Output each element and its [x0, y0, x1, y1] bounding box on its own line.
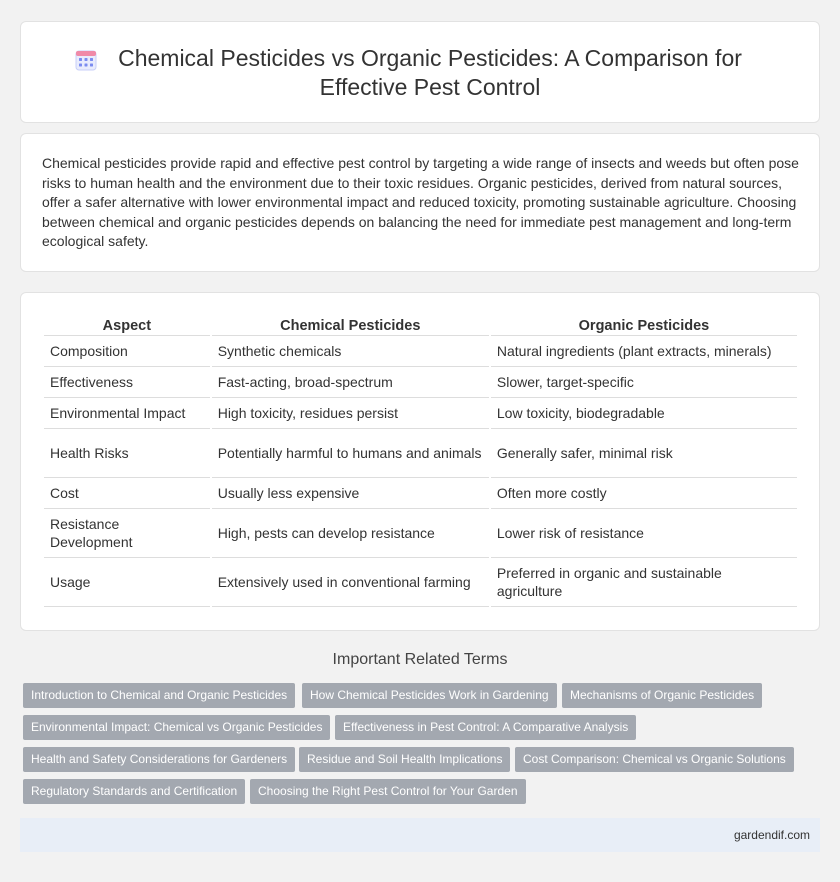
related-term-link[interactable]: Mechanisms of Organic Pesticides — [562, 683, 762, 708]
title-card — [20, 21, 820, 123]
cell-chemical: Fast-acting, broad-spectrum — [212, 367, 489, 398]
related-term-link[interactable]: Cost Comparison: Chemical vs Organic Solutions — [515, 747, 794, 772]
table-row — [44, 398, 797, 429]
cell-chemical: High, pests can develop resistance — [212, 509, 489, 558]
related-term-link[interactable]: Effectiveness in Pest Control: A Comparative Analysis — [335, 715, 636, 740]
table-row — [44, 336, 797, 367]
cell-aspect: Cost — [44, 478, 210, 509]
related-term-link[interactable]: Health and Safety Considerations for Gardeners — [23, 747, 295, 772]
related-term-link[interactable]: Environmental Impact: Chemical vs Organic Pesticides — [23, 715, 330, 740]
related-term-link[interactable]: Choosing the Right Pest Control for Your Garden — [250, 779, 526, 804]
cell-organic: Natural ingredients (plant extracts, minerals) — [491, 336, 797, 367]
table-row — [44, 509, 797, 558]
cell-aspect: Usage — [44, 558, 210, 607]
cell-aspect: Composition — [44, 336, 210, 367]
cell-aspect: Effectiveness — [44, 367, 210, 398]
table-row — [44, 478, 797, 509]
cell-organic: Low toxicity, biodegradable — [491, 398, 797, 429]
table-header-row — [44, 316, 797, 336]
cell-organic: Lower risk of resistance — [491, 509, 797, 558]
intro-card — [20, 133, 820, 272]
cell-chemical: Potentially harmful to humans and animals — [212, 429, 489, 478]
header-aspect: Aspect — [44, 316, 210, 336]
cell-chemical: High toxicity, residues persist — [212, 398, 489, 429]
cell-organic: Slower, target-specific — [491, 367, 797, 398]
cell-organic: Often more costly — [491, 478, 797, 509]
footer-site-name: gardendif.com — [733, 828, 810, 842]
intro-paragraph: Chemical pesticides provide rapid and effective pest control by targeting a wide range of insects and weeds but often pose risks to human health and the environment due to their toxic residues. Organic pesticides, derived from natural sources, offer a safer alternative with lower environmental impact and reduced toxicity, promoting sustainable agriculture. Choosing between chemical and organic pesticides depends on balancing the need for immediate pest management and long-term ecological safety. — [42, 155, 799, 250]
footer — [20, 818, 820, 852]
comparison-table-card — [20, 292, 820, 631]
cell-chemical: Extensively used in conventional farming — [212, 558, 489, 607]
page-title: Chemical Pesticides vs Organic Pesticides: A Comparison for Effective Pest Control — [118, 45, 742, 100]
header-chemical: Chemical Pesticides — [212, 316, 489, 336]
related-term-link[interactable]: Regulatory Standards and Certification — [23, 779, 245, 804]
related-term-link[interactable]: How Chemical Pesticides Work in Gardening — [302, 683, 557, 708]
cell-aspect: Resistance Development — [44, 509, 210, 558]
related-terms-title: Important Related Terms — [332, 651, 508, 668]
related-term-link[interactable]: Residue and Soil Health Implications — [299, 747, 510, 772]
related-term-link[interactable]: Introduction to Chemical and Organic Pesticides — [23, 683, 295, 708]
header-organic: Organic Pesticides — [491, 316, 797, 336]
cell-organic: Preferred in organic and sustainable agriculture — [491, 558, 797, 607]
cell-aspect: Health Risks — [44, 429, 210, 478]
cell-chemical: Synthetic chemicals — [212, 336, 489, 367]
comparison-table — [42, 316, 799, 607]
table-row — [44, 429, 797, 478]
cell-chemical: Usually less expensive — [212, 478, 489, 509]
table-row — [44, 367, 797, 398]
table-row — [44, 558, 797, 607]
cell-organic: Generally safer, minimal risk — [491, 429, 797, 478]
cell-aspect: Environmental Impact — [44, 398, 210, 429]
